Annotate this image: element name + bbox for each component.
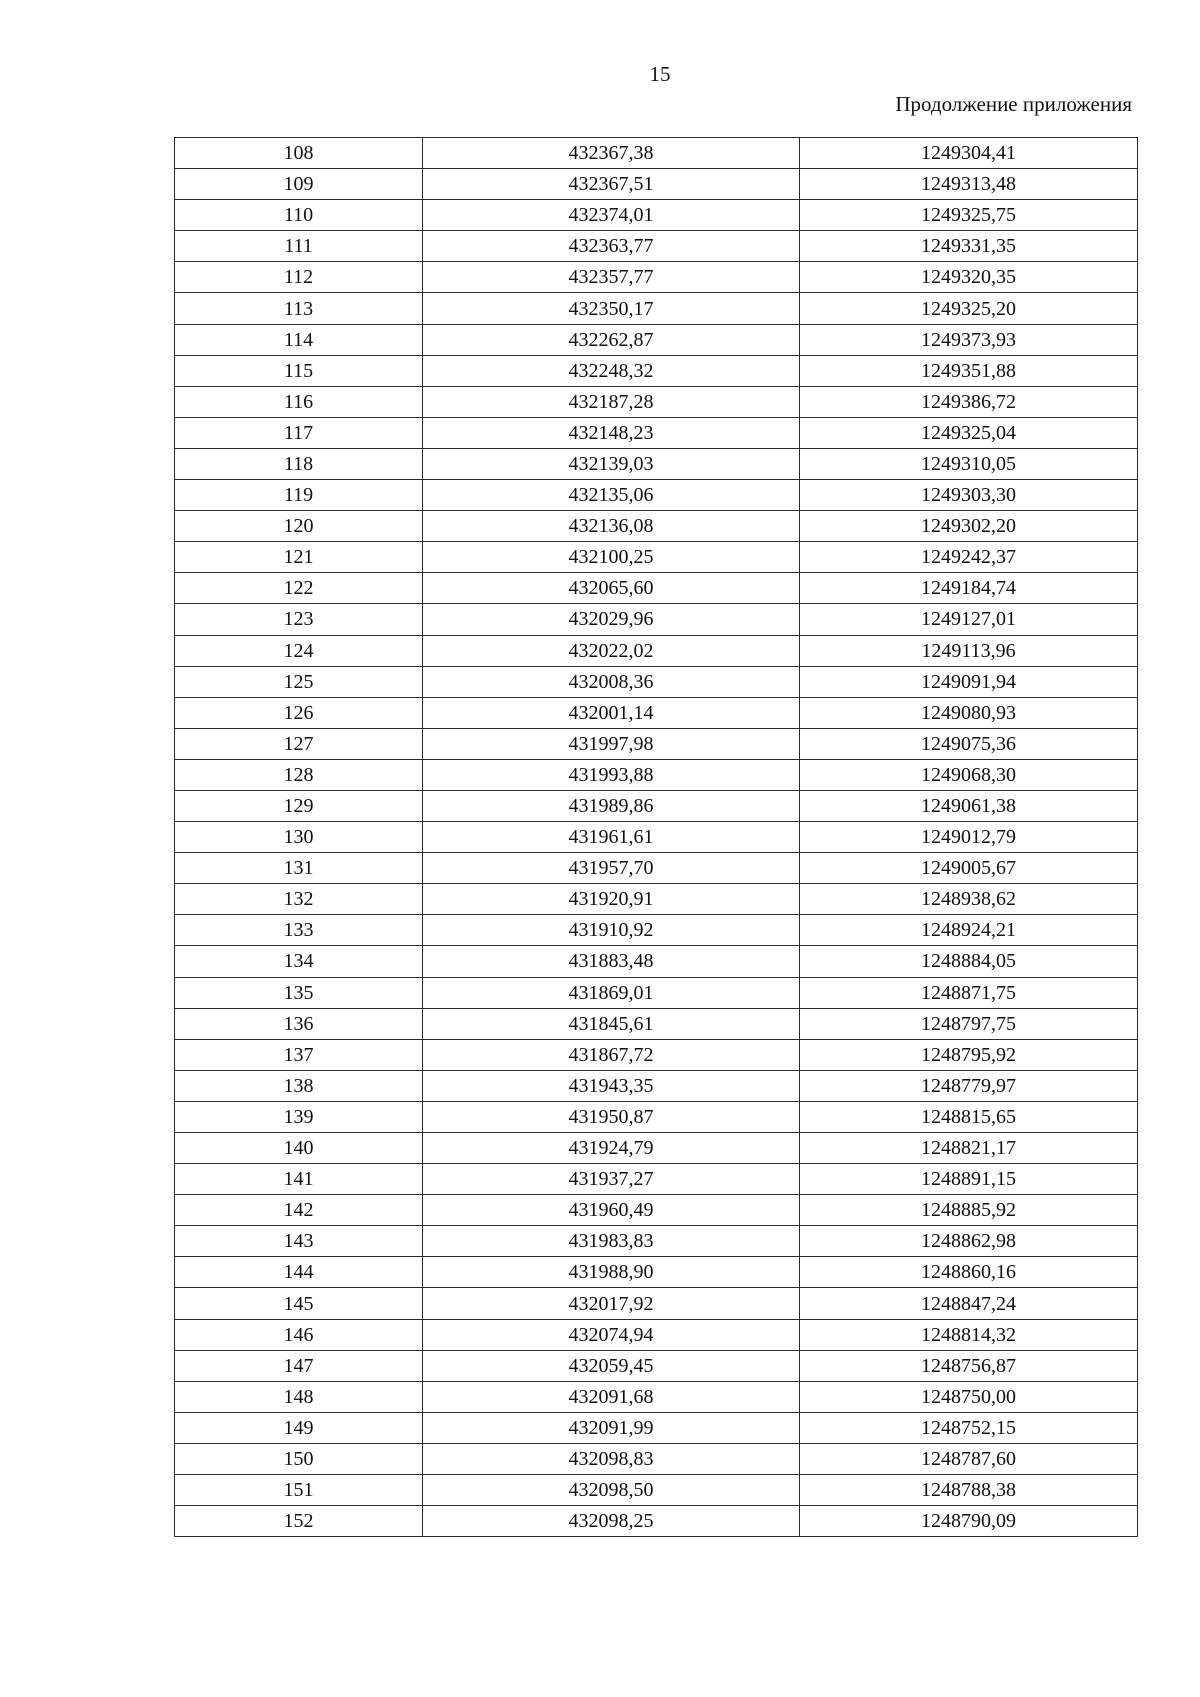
point-number-cell: 118 — [175, 448, 423, 479]
table-row — [175, 1133, 1138, 1164]
continuation-label: Продолжение приложения — [895, 92, 1132, 116]
table-row — [175, 1164, 1138, 1195]
x-coordinate-cell: 432098,83 — [423, 1443, 800, 1474]
x-coordinate-cell: 431867,72 — [423, 1039, 800, 1070]
x-coordinate-cell: 431993,88 — [423, 759, 800, 790]
x-coordinate-cell: 432091,99 — [423, 1412, 800, 1443]
x-coordinate-cell: 432357,77 — [423, 262, 800, 293]
y-coordinate-cell: 1249242,37 — [800, 542, 1138, 573]
y-coordinate-cell: 1248788,38 — [800, 1475, 1138, 1506]
point-number-cell: 151 — [175, 1475, 423, 1506]
y-coordinate-cell: 1248938,62 — [800, 884, 1138, 915]
table-row — [175, 1070, 1138, 1101]
table-row — [175, 138, 1138, 169]
x-coordinate-cell: 432187,28 — [423, 386, 800, 417]
y-coordinate-cell: 1248862,98 — [800, 1226, 1138, 1257]
y-coordinate-cell: 1249005,67 — [800, 853, 1138, 884]
point-number-cell: 147 — [175, 1350, 423, 1381]
x-coordinate-cell: 432374,01 — [423, 200, 800, 231]
table-row — [175, 324, 1138, 355]
table-row — [175, 1506, 1138, 1537]
point-number-cell: 131 — [175, 853, 423, 884]
point-number-cell: 148 — [175, 1381, 423, 1412]
point-number-cell: 140 — [175, 1133, 423, 1164]
x-coordinate-cell: 432363,77 — [423, 231, 800, 262]
y-coordinate-cell: 1248821,17 — [800, 1133, 1138, 1164]
point-number-cell: 114 — [175, 324, 423, 355]
x-coordinate-cell: 431869,01 — [423, 977, 800, 1008]
coordinates-table — [174, 137, 1138, 1537]
table-row — [175, 542, 1138, 573]
y-coordinate-cell: 1249302,20 — [800, 511, 1138, 542]
point-number-cell: 110 — [175, 200, 423, 231]
x-coordinate-cell: 432074,94 — [423, 1319, 800, 1350]
table-row — [175, 915, 1138, 946]
x-coordinate-cell: 432029,96 — [423, 604, 800, 635]
x-coordinate-cell: 432098,50 — [423, 1475, 800, 1506]
table-row — [175, 169, 1138, 200]
y-coordinate-cell: 1248891,15 — [800, 1164, 1138, 1195]
table-row — [175, 417, 1138, 448]
y-coordinate-cell: 1249091,94 — [800, 666, 1138, 697]
y-coordinate-cell: 1248795,92 — [800, 1039, 1138, 1070]
y-coordinate-cell: 1249061,38 — [800, 790, 1138, 821]
point-number-cell: 117 — [175, 417, 423, 448]
point-number-cell: 146 — [175, 1319, 423, 1350]
y-coordinate-cell: 1248790,09 — [800, 1506, 1138, 1537]
point-number-cell: 116 — [175, 386, 423, 417]
x-coordinate-cell: 431920,91 — [423, 884, 800, 915]
y-coordinate-cell: 1248885,92 — [800, 1195, 1138, 1226]
table-row — [175, 853, 1138, 884]
point-number-cell: 134 — [175, 946, 423, 977]
y-coordinate-cell: 1248779,97 — [800, 1070, 1138, 1101]
x-coordinate-cell: 431845,61 — [423, 1008, 800, 1039]
y-coordinate-cell: 1249304,41 — [800, 138, 1138, 169]
y-coordinate-cell: 1249080,93 — [800, 697, 1138, 728]
y-coordinate-cell: 1249320,35 — [800, 262, 1138, 293]
table-row — [175, 790, 1138, 821]
point-number-cell: 109 — [175, 169, 423, 200]
table-row — [175, 200, 1138, 231]
table-row — [175, 635, 1138, 666]
x-coordinate-cell: 432135,06 — [423, 480, 800, 511]
point-number-cell: 137 — [175, 1039, 423, 1070]
point-number-cell: 135 — [175, 977, 423, 1008]
page-number: 15 — [649, 62, 671, 86]
x-coordinate-cell: 432017,92 — [423, 1288, 800, 1319]
x-coordinate-cell: 431950,87 — [423, 1101, 800, 1132]
table-row — [175, 1101, 1138, 1132]
y-coordinate-cell: 1248847,24 — [800, 1288, 1138, 1319]
x-coordinate-cell: 432248,32 — [423, 355, 800, 386]
point-number-cell: 129 — [175, 790, 423, 821]
table-row — [175, 1039, 1138, 1070]
point-number-cell: 112 — [175, 262, 423, 293]
point-number-cell: 142 — [175, 1195, 423, 1226]
x-coordinate-cell: 431961,61 — [423, 822, 800, 853]
y-coordinate-cell: 1249127,01 — [800, 604, 1138, 635]
point-number-cell: 141 — [175, 1164, 423, 1195]
y-coordinate-cell: 1248750,00 — [800, 1381, 1138, 1412]
x-coordinate-cell: 431924,79 — [423, 1133, 800, 1164]
y-coordinate-cell: 1249184,74 — [800, 573, 1138, 604]
x-coordinate-cell: 431943,35 — [423, 1070, 800, 1101]
y-coordinate-cell: 1249325,75 — [800, 200, 1138, 231]
table-row — [175, 1226, 1138, 1257]
table-row — [175, 604, 1138, 635]
y-coordinate-cell: 1249325,20 — [800, 293, 1138, 324]
x-coordinate-cell: 432139,03 — [423, 448, 800, 479]
y-coordinate-cell: 1249012,79 — [800, 822, 1138, 853]
point-number-cell: 149 — [175, 1412, 423, 1443]
x-coordinate-cell: 432001,14 — [423, 697, 800, 728]
x-coordinate-cell: 432065,60 — [423, 573, 800, 604]
table-row — [175, 884, 1138, 915]
y-coordinate-cell: 1249373,93 — [800, 324, 1138, 355]
point-number-cell: 111 — [175, 231, 423, 262]
y-coordinate-cell: 1249068,30 — [800, 759, 1138, 790]
y-coordinate-cell: 1249331,35 — [800, 231, 1138, 262]
table-row — [175, 293, 1138, 324]
point-number-cell: 121 — [175, 542, 423, 573]
x-coordinate-cell: 432148,23 — [423, 417, 800, 448]
point-number-cell: 152 — [175, 1506, 423, 1537]
point-number-cell: 133 — [175, 915, 423, 946]
table-row — [175, 262, 1138, 293]
table-row — [175, 1195, 1138, 1226]
table-row — [175, 946, 1138, 977]
y-coordinate-cell: 1248752,15 — [800, 1412, 1138, 1443]
point-number-cell: 120 — [175, 511, 423, 542]
point-number-cell: 150 — [175, 1443, 423, 1474]
y-coordinate-cell: 1248787,60 — [800, 1443, 1138, 1474]
point-number-cell: 145 — [175, 1288, 423, 1319]
y-coordinate-cell: 1249113,96 — [800, 635, 1138, 666]
table-row — [175, 1257, 1138, 1288]
table-row — [175, 1350, 1138, 1381]
table-row — [175, 355, 1138, 386]
table-row — [175, 697, 1138, 728]
point-number-cell: 127 — [175, 728, 423, 759]
y-coordinate-cell: 1248884,05 — [800, 946, 1138, 977]
point-number-cell: 119 — [175, 480, 423, 511]
y-coordinate-cell: 1249303,30 — [800, 480, 1138, 511]
table-row — [175, 573, 1138, 604]
y-coordinate-cell: 1248797,75 — [800, 1008, 1138, 1039]
point-number-cell: 144 — [175, 1257, 423, 1288]
x-coordinate-cell: 431937,27 — [423, 1164, 800, 1195]
y-coordinate-cell: 1249313,48 — [800, 169, 1138, 200]
y-coordinate-cell: 1249310,05 — [800, 448, 1138, 479]
table-row — [175, 448, 1138, 479]
x-coordinate-cell: 431883,48 — [423, 946, 800, 977]
x-coordinate-cell: 431997,98 — [423, 728, 800, 759]
x-coordinate-cell: 431989,86 — [423, 790, 800, 821]
y-coordinate-cell: 1249386,72 — [800, 386, 1138, 417]
x-coordinate-cell: 431983,83 — [423, 1226, 800, 1257]
point-number-cell: 113 — [175, 293, 423, 324]
table-row — [175, 977, 1138, 1008]
x-coordinate-cell: 432008,36 — [423, 666, 800, 697]
point-number-cell: 115 — [175, 355, 423, 386]
x-coordinate-cell: 431960,49 — [423, 1195, 800, 1226]
table-row — [175, 822, 1138, 853]
table-row — [175, 1443, 1138, 1474]
x-coordinate-cell: 432262,87 — [423, 324, 800, 355]
y-coordinate-cell: 1249325,04 — [800, 417, 1138, 448]
table-row — [175, 728, 1138, 759]
point-number-cell: 126 — [175, 697, 423, 728]
point-number-cell: 108 — [175, 138, 423, 169]
y-coordinate-cell: 1249075,36 — [800, 728, 1138, 759]
x-coordinate-cell: 432059,45 — [423, 1350, 800, 1381]
x-coordinate-cell: 431957,70 — [423, 853, 800, 884]
point-number-cell: 136 — [175, 1008, 423, 1039]
table-row — [175, 231, 1138, 262]
table-row — [175, 1288, 1138, 1319]
x-coordinate-cell: 432091,68 — [423, 1381, 800, 1412]
y-coordinate-cell: 1248814,32 — [800, 1319, 1138, 1350]
y-coordinate-cell: 1248924,21 — [800, 915, 1138, 946]
table-row — [175, 1008, 1138, 1039]
x-coordinate-cell: 432350,17 — [423, 293, 800, 324]
x-coordinate-cell: 432022,02 — [423, 635, 800, 666]
point-number-cell: 128 — [175, 759, 423, 790]
point-number-cell: 130 — [175, 822, 423, 853]
point-number-cell: 122 — [175, 573, 423, 604]
point-number-cell: 138 — [175, 1070, 423, 1101]
table-row — [175, 1412, 1138, 1443]
y-coordinate-cell: 1249351,88 — [800, 355, 1138, 386]
x-coordinate-cell: 432136,08 — [423, 511, 800, 542]
table-row — [175, 1381, 1138, 1412]
x-coordinate-cell: 431988,90 — [423, 1257, 800, 1288]
point-number-cell: 132 — [175, 884, 423, 915]
x-coordinate-cell: 432367,38 — [423, 138, 800, 169]
y-coordinate-cell: 1248815,65 — [800, 1101, 1138, 1132]
table-row — [175, 386, 1138, 417]
x-coordinate-cell: 431910,92 — [423, 915, 800, 946]
table-row — [175, 1475, 1138, 1506]
point-number-cell: 125 — [175, 666, 423, 697]
table-row — [175, 1319, 1138, 1350]
y-coordinate-cell: 1248860,16 — [800, 1257, 1138, 1288]
point-number-cell: 123 — [175, 604, 423, 635]
x-coordinate-cell: 432100,25 — [423, 542, 800, 573]
point-number-cell: 139 — [175, 1101, 423, 1132]
y-coordinate-cell: 1248871,75 — [800, 977, 1138, 1008]
table-row — [175, 759, 1138, 790]
table-row — [175, 511, 1138, 542]
point-number-cell: 143 — [175, 1226, 423, 1257]
table-row — [175, 480, 1138, 511]
x-coordinate-cell: 432098,25 — [423, 1506, 800, 1537]
x-coordinate-cell: 432367,51 — [423, 169, 800, 200]
point-number-cell: 124 — [175, 635, 423, 666]
y-coordinate-cell: 1248756,87 — [800, 1350, 1138, 1381]
table-row — [175, 666, 1138, 697]
coordinates-table-body — [175, 138, 1138, 1537]
